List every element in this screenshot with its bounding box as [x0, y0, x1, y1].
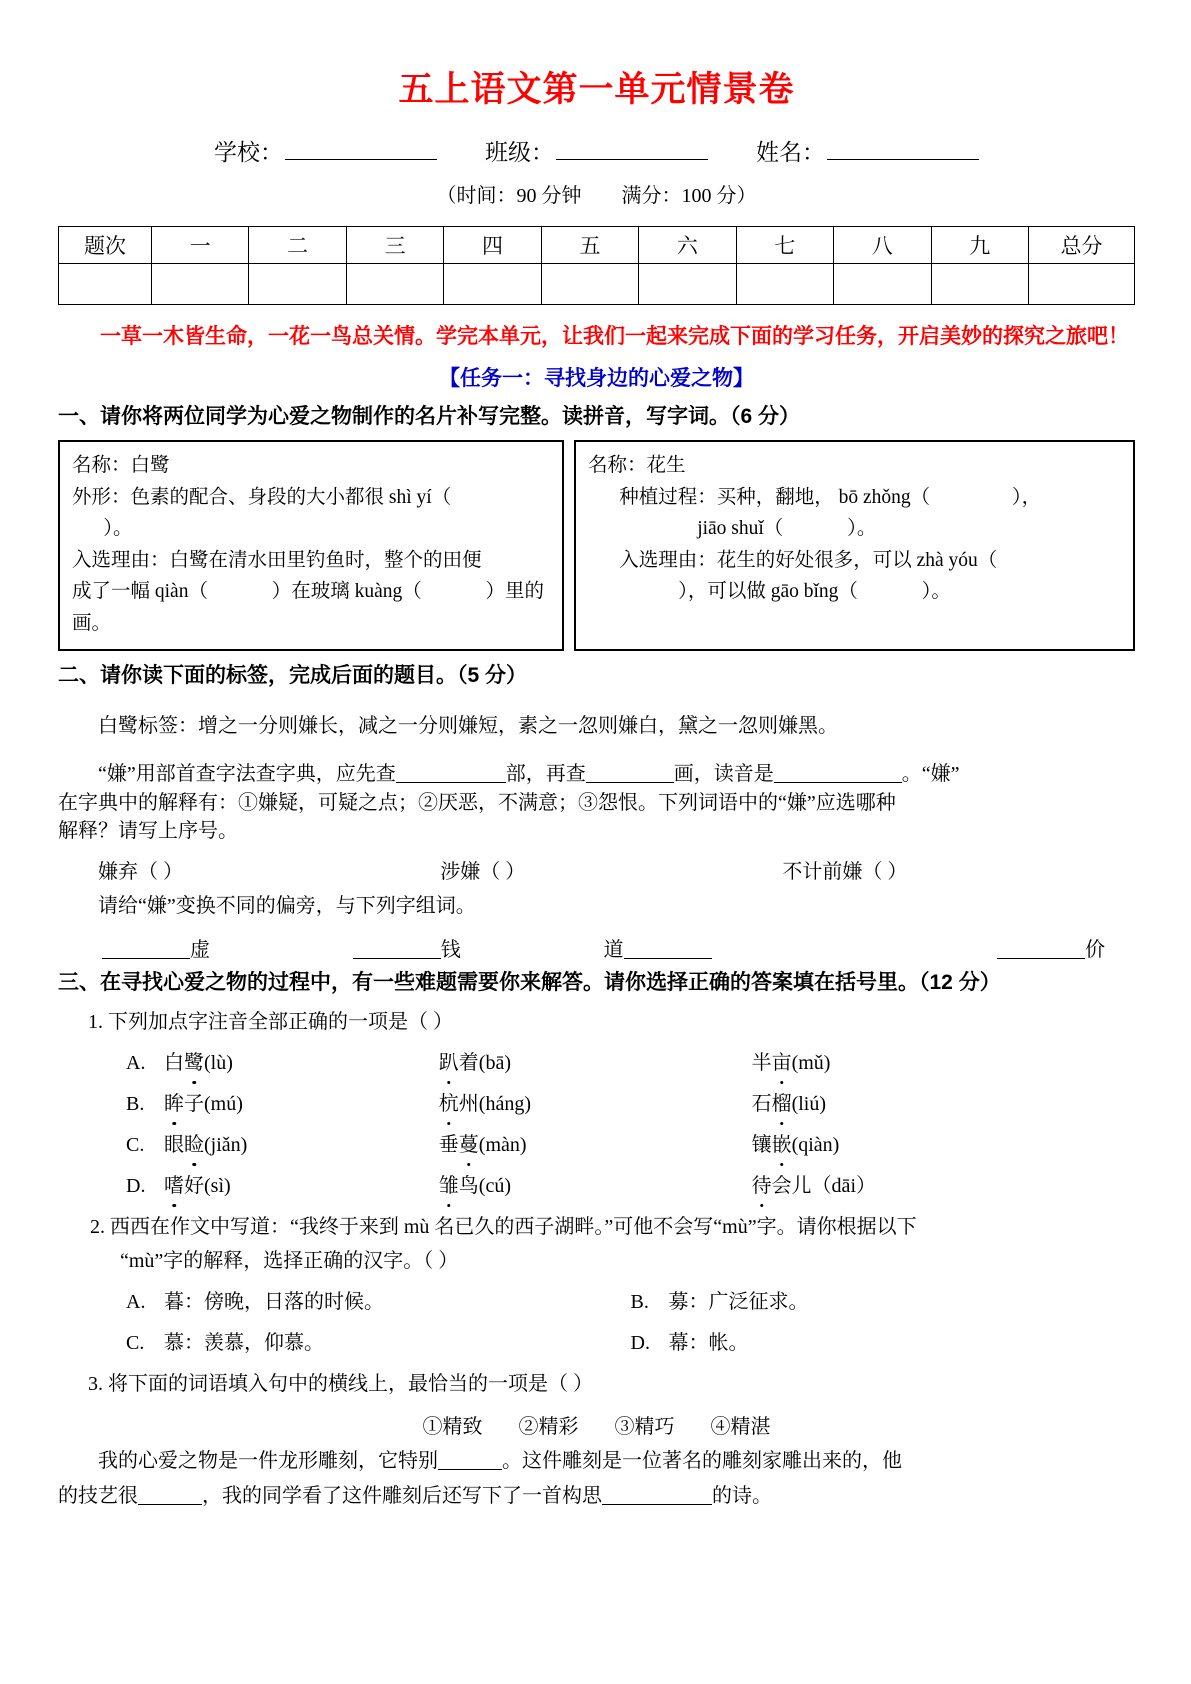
- card-reason-line-2: [588, 576, 1123, 608]
- score-header-cell: 二: [249, 227, 346, 264]
- card-shape-label: 外形：色素的配合、身段的大小都很: [72, 486, 385, 508]
- question-2-stem-line-1: 2. 西西在作文中写道：“我终于来到 mù 名已久的西子湖畔。”可他不会写“mù”字。请你根据以下: [90, 1216, 917, 1239]
- option-pinyin: (jiǎn): [204, 1134, 248, 1157]
- identity-line: [58, 134, 1135, 167]
- question-2-option-row-2[interactable]: [58, 1327, 1135, 1359]
- dict-pronunciation-blank[interactable]: [774, 764, 902, 783]
- section-2-heading: 二、请你读下面的标签，完成后面的题目。（5 分）: [58, 664, 528, 688]
- choice-item[interactable]: ③精巧: [614, 1416, 675, 1439]
- section-3-heading: 三、在寻找心爱之物的过程中，有一些难题需要你来解答。请你选择正确的答案填在括号里。（12 分）: [58, 970, 1001, 994]
- sentence-blank-1[interactable]: [438, 1451, 502, 1470]
- radical-item[interactable]: [102, 933, 353, 962]
- score-header-cell: 六: [639, 227, 736, 264]
- option-text: 慕：羡慕，仰慕。: [164, 1332, 324, 1355]
- option-pre: 白: [164, 1052, 184, 1075]
- sentence-blank-2[interactable]: [138, 1486, 202, 1505]
- card-shape-pinyin: shì yí（: [388, 486, 452, 508]
- option-cell[interactable]: [752, 1129, 1065, 1161]
- sentence-part-a: 我的心爱之物是一件龙形雕刻，它特别: [98, 1450, 438, 1473]
- option-pinyin: (liú): [791, 1093, 826, 1116]
- score-value-cell[interactable]: [59, 264, 152, 305]
- radical-char: 钱: [440, 938, 461, 961]
- exam-meta: [58, 179, 1135, 208]
- radical-char: 虚: [190, 938, 210, 961]
- question-1-stem: 1. 下列加点字注音全部正确的一项是（ ）: [88, 1011, 453, 1034]
- school-label: 学校：: [214, 140, 283, 165]
- class-label: 班级：: [485, 140, 554, 165]
- card-process-p2-tail: ）。: [847, 518, 877, 540]
- card-name-line: 名称：花生: [588, 454, 686, 476]
- score-value-cell[interactable]: [1029, 264, 1135, 305]
- word-item[interactable]: 嫌弃（ ）: [98, 861, 183, 884]
- dotted-char: 趴: [439, 1047, 459, 1079]
- option-pre: 石: [751, 1093, 772, 1116]
- option-pre: 镶: [751, 1134, 772, 1157]
- score-value-cell[interactable]: [639, 264, 736, 305]
- name-blank[interactable]: [827, 139, 979, 160]
- dotted-char: 亩: [772, 1047, 792, 1079]
- question-3-stem: 3. 将下面的词语填入句中的横线上，最恰当的一项是（ ）: [88, 1373, 593, 1396]
- score-value-cell[interactable]: [152, 264, 249, 305]
- option-label: C.: [126, 1332, 145, 1355]
- score-value-cell[interactable]: [736, 264, 833, 305]
- school-blank[interactable]: [285, 139, 437, 160]
- radical-blank[interactable]: [624, 940, 712, 959]
- option-pre: 垂: [438, 1134, 459, 1157]
- question-1-option-b[interactable]: [58, 1088, 1135, 1120]
- question-2-stem-line-2: “mù”字的解释，选择正确的汉字。（ ）: [120, 1250, 459, 1273]
- radical-item[interactable]: [353, 933, 604, 962]
- dotted-char: 待: [752, 1170, 772, 1202]
- radical-item[interactable]: [604, 933, 855, 962]
- option-post: 鸟: [458, 1175, 479, 1198]
- dotted-char: 睑: [184, 1129, 204, 1161]
- question-1-option-a[interactable]: [58, 1047, 1135, 1079]
- question-3-sentence-line-2: [58, 1480, 1135, 1512]
- radical-prompt: 请给“嫌”变换不同的偏旁，与下列字组词。: [98, 895, 476, 918]
- card-process-pinyin-1: bō zhǒng（: [838, 486, 931, 508]
- dotted-char: 嗜: [164, 1170, 184, 1202]
- question-1-option-d[interactable]: [58, 1170, 1135, 1202]
- name-label: 姓名：: [756, 140, 825, 165]
- sentence-part-c: 的技艺很: [58, 1484, 138, 1507]
- option-pinyin: (mú): [204, 1093, 243, 1116]
- card-reason-line-1: 入选理由：白鹭在清水田里钓鱼时，整个的田便: [72, 549, 482, 571]
- card-reason-middle: ），可以做: [678, 581, 766, 603]
- score-header-cell: 五: [541, 227, 638, 264]
- name-card-egret: [58, 440, 564, 651]
- option-pre: 眼: [164, 1134, 184, 1157]
- option-label: D.: [126, 1175, 146, 1198]
- question-3-choices: [58, 1410, 1135, 1439]
- card-shape-tail: ）。: [103, 518, 133, 540]
- card-process-label: 种植过程：买种，翻地，: [619, 486, 834, 508]
- card-reason-pinyin-1: qiàn（: [154, 581, 208, 603]
- score-header-cell: 九: [931, 227, 1029, 264]
- dotted-char: 蔓: [459, 1129, 479, 1161]
- radical-char: 价: [1085, 938, 1105, 961]
- option-label: D.: [630, 1332, 650, 1355]
- intro-text: 一草一木皆生命，一花一鸟总关情。学完本单元，让我们一起来完成下面的学习任务，开启美妙的探究之旅吧！: [100, 325, 1129, 348]
- card-reason-pinyin-2: kuàng（: [354, 581, 422, 603]
- option-post: 会儿: [771, 1175, 812, 1198]
- option-pinyin: （dāi）: [811, 1175, 876, 1198]
- score-header-cell: 三: [346, 227, 443, 264]
- card-process-line-2: [588, 513, 1123, 545]
- option-pinyin: (sì): [204, 1175, 231, 1198]
- option-pinyin: (mǔ): [791, 1052, 831, 1075]
- score-value-cell[interactable]: [346, 264, 443, 305]
- dotted-char: 榴: [772, 1088, 792, 1120]
- dotted-char: 鹭: [184, 1047, 204, 1079]
- option-label: A.: [126, 1052, 146, 1075]
- exam-total-score: 满分：100 分）: [621, 185, 757, 207]
- card-process-pinyin-2: jiāo shuǐ（: [697, 518, 784, 540]
- score-table-header-row: [59, 227, 1135, 264]
- option-pinyin: (cú): [478, 1175, 511, 1198]
- radical-char: 道: [603, 938, 624, 961]
- radical-blank[interactable]: [997, 940, 1085, 959]
- dict-q-part-c: 画，读音是: [673, 763, 774, 786]
- dictionary-instruction: 解释？请写上序号。: [58, 820, 238, 843]
- score-value-cell[interactable]: [931, 264, 1029, 305]
- option-pinyin: (háng): [478, 1093, 531, 1116]
- card-reason-line-2: [72, 576, 552, 639]
- option-cell[interactable]: [439, 1047, 752, 1079]
- score-value-cell[interactable]: [541, 264, 638, 305]
- sentence-blank-3[interactable]: [602, 1486, 712, 1505]
- name-cards: [58, 440, 1135, 651]
- word-item[interactable]: 涉嫌（ ）: [440, 861, 526, 884]
- dict-q-part-b: 部，再查: [505, 763, 586, 786]
- dotted-char: 杭: [439, 1088, 459, 1120]
- question-2-option-row-1[interactable]: [58, 1286, 1135, 1318]
- score-value-cell[interactable]: [444, 264, 541, 305]
- option-cell[interactable]: [126, 1047, 439, 1079]
- dict-strokes-blank[interactable]: [586, 764, 674, 783]
- card-reason-pinyin-2: gāo bǐng（: [770, 581, 858, 603]
- option-cell[interactable]: [631, 1286, 1136, 1318]
- card-process-p1-tail: ），: [1011, 486, 1042, 508]
- card-reason-label: 入选理由：花生的好处很多，可以: [619, 549, 912, 571]
- option-pinyin: (màn): [478, 1134, 527, 1157]
- option-cell[interactable]: [126, 1088, 439, 1120]
- choice-item[interactable]: ①精致: [422, 1416, 483, 1439]
- card-name-line: 名称：白鹭: [72, 454, 170, 476]
- name-card-peanut: [574, 440, 1135, 651]
- option-cell[interactable]: [126, 1129, 439, 1161]
- score-table: [58, 226, 1135, 305]
- dict-q-part-d: 。“嫌”: [901, 763, 960, 786]
- option-post: 子: [184, 1093, 204, 1116]
- option-pre: 半: [751, 1052, 772, 1075]
- radical-answer-row: [58, 933, 1135, 962]
- score-header-cell: 八: [834, 227, 931, 264]
- option-cell[interactable]: [126, 1170, 439, 1202]
- dict-radical-blank[interactable]: [396, 764, 506, 783]
- question-3-sentence-line-1: [58, 1445, 1135, 1477]
- name-field[interactable]: [756, 134, 979, 167]
- score-header-cell: 四: [444, 227, 541, 264]
- score-value-cell[interactable]: [834, 264, 931, 305]
- dotted-char: 雏: [439, 1170, 459, 1202]
- question-1-option-c[interactable]: [58, 1129, 1135, 1161]
- radical-item[interactable]: [854, 933, 1135, 962]
- dictionary-meanings: 在字典中的解释有：①嫌疑，可疑之点；②厌恶，不满意；③怨恨。下列词语中的“嫌”应选哪种: [58, 791, 896, 814]
- choice-item[interactable]: ②精彩: [518, 1416, 579, 1439]
- option-text: 暮：傍晚，日落的时候。: [164, 1291, 384, 1314]
- card-reason-line-1: [588, 545, 1123, 577]
- option-label: B.: [630, 1291, 649, 1314]
- option-cell[interactable]: [752, 1047, 1065, 1079]
- sentence-part-d: ，我的同学看了这件雕刻后还写下了一首构思: [202, 1484, 602, 1507]
- radical-blank[interactable]: [353, 940, 441, 959]
- option-cell[interactable]: [439, 1129, 752, 1161]
- option-cell[interactable]: [439, 1170, 752, 1202]
- option-label: A.: [126, 1291, 146, 1314]
- card-reason-middle: ）在玻璃: [271, 581, 350, 603]
- card-reason-tail: ）里的画。: [72, 581, 545, 634]
- option-pinyin: (bā): [478, 1052, 511, 1075]
- score-header-cell: 题次: [59, 227, 152, 264]
- option-text: 募：广泛征求。: [668, 1291, 809, 1314]
- option-pinyin: (qiàn): [791, 1134, 840, 1157]
- card-reason-tail: ）。: [921, 581, 951, 603]
- option-pinyin: (lù): [204, 1052, 233, 1075]
- option-label: C.: [126, 1134, 145, 1157]
- option-post: 州: [458, 1093, 479, 1116]
- class-blank[interactable]: [556, 139, 708, 160]
- word-item[interactable]: 不计前嫌（ ）: [782, 861, 908, 884]
- page-title: 五上语文第一单元情景卷: [398, 70, 795, 109]
- school-field[interactable]: [214, 134, 437, 167]
- card-process-line-1: [588, 482, 1123, 514]
- card-reason-pinyin-1: zhà yóu（: [916, 549, 998, 571]
- score-value-cell[interactable]: [249, 264, 346, 305]
- option-post: 好: [184, 1175, 204, 1198]
- sentence-part-e: 的诗。: [712, 1484, 772, 1507]
- option-label: B.: [126, 1093, 145, 1116]
- word-choice-row: [58, 855, 1135, 884]
- choice-item[interactable]: ④精湛: [710, 1416, 771, 1439]
- score-header-cell: 一: [152, 227, 249, 264]
- class-field[interactable]: [485, 134, 708, 167]
- sentence-part-b: 。这件雕刻是一位著名的雕刻家雕出来的，他: [502, 1450, 902, 1473]
- option-post: 着: [458, 1052, 479, 1075]
- score-table-value-row: [59, 264, 1135, 305]
- option-cell[interactable]: [752, 1170, 1065, 1202]
- egret-label-text: 白鹭标签：增之一分则嫌长，减之一分则嫌短，素之一忽则嫌白，黛之一忽则嫌黑。: [98, 714, 838, 737]
- section-1-heading: 一、请你将两位同学为心爱之物制作的名片补写完整。读拼音，写字词。（6 分）: [58, 404, 801, 428]
- dotted-char: 嵌: [772, 1129, 792, 1161]
- card-shape-line: [72, 482, 552, 514]
- radical-blank[interactable]: [102, 940, 190, 959]
- option-cell[interactable]: [126, 1327, 631, 1359]
- option-cell[interactable]: [439, 1088, 752, 1120]
- option-text: 幕：帐。: [668, 1332, 749, 1355]
- score-header-cell: 七: [736, 227, 833, 264]
- option-cell[interactable]: [631, 1327, 1136, 1359]
- option-cell[interactable]: [752, 1088, 1065, 1120]
- dotted-char: 眸: [164, 1088, 184, 1120]
- score-header-cell: 总分: [1029, 227, 1135, 264]
- task-banner: 【任务一：寻找身边的心爱之物】: [439, 366, 754, 390]
- exam-time: （时间：90 分钟: [436, 185, 582, 207]
- card-reason-prefix: 成了一幅: [72, 581, 151, 603]
- dict-q-part-a: “嫌”用部首查字法查字典，应先查: [98, 763, 396, 786]
- option-cell[interactable]: [126, 1286, 631, 1318]
